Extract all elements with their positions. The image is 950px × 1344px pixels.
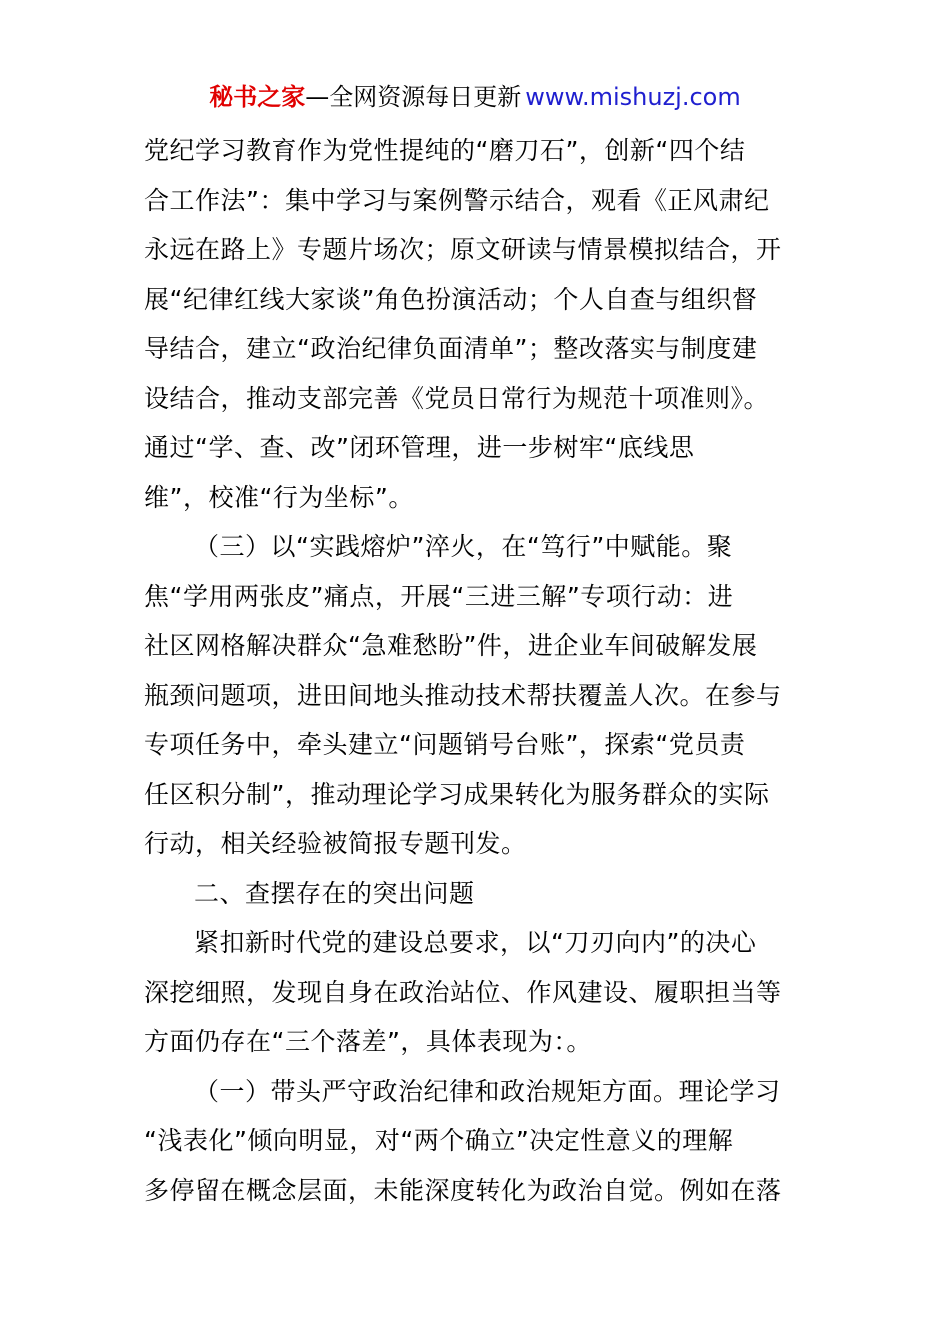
section-heading-2: 二、查摆存在的突出问题 (194, 878, 475, 908)
paragraph-line: 维”，校准“行为坐标”。 (144, 482, 414, 512)
section-heading-3: （三）以“实践熔炉”淬火，在“笃行”中赋能。聚 (194, 532, 733, 561)
subsection-heading-1: （一）带头严守政治纪律和政治规矩方面。理论学习 (194, 1076, 781, 1106)
site-url[interactable]: www.mishuzj.com (525, 83, 741, 111)
paragraph-line: 设结合，推动支部完善《党员日常行为规范十项准则》。 (144, 383, 770, 413)
site-tagline: —全网资源每日更新 (305, 83, 522, 111)
paragraph-line: 展“纪律红线大家谈”角色扮演活动；个人自查与组织督 (144, 284, 758, 314)
site-header (0, 80, 950, 114)
paragraph-line: 行动，相关经验被简报专题刊发。 (144, 829, 527, 858)
paragraph-line: 通过“学、查、改”闭环管理，进一步树牢“底线思 (144, 433, 695, 462)
paragraph-line: 合工作法”：集中学习与案例警示结合，观看《正风肃纪 (144, 185, 770, 215)
paragraph-line: 永远在路上》专题片场次；原文研读与情景模拟结合，开 (144, 235, 782, 264)
paragraph-line: 社区网格解决群众“急难愁盼”件，进企业车间破解发展 (144, 631, 758, 660)
paragraph-line: 深挖细照，发现自身在政治站位、作风建设、履职担当等 (144, 977, 782, 1007)
paragraph-line: “浅表化”倾向明显，对“两个确立”决定性意义的理解 (144, 1126, 734, 1155)
paragraph-line: 多停留在概念层面，未能深度转化为政治自觉。例如在落 (144, 1175, 782, 1205)
paragraph-line: 党纪学习教育作为党性提纯的“磨刀石”，创新“四个结 (144, 136, 746, 165)
paragraph-line: 方面仍存在“三个落差”，具体表现为：。 (144, 1027, 592, 1056)
paragraph-line: 焦“学用两张皮”痛点，开展“三进三解”专项行动：进 (144, 581, 734, 611)
document-body (144, 126, 810, 1215)
paragraph-line: 导结合，建立“政治纪律负面清单”；整改落实与制度建 (144, 334, 758, 363)
paragraph-line: 瓶颈问题项，进田间地头推动技术帮扶覆盖人次。在参与 (144, 680, 782, 710)
paragraph-line: 紧扣新时代党的建设总要求，以“刀刃向内”的决心 (194, 928, 757, 957)
paragraph-line: 专项任务中，牵头建立“问题销号台账”，探索“党员责 (144, 730, 746, 759)
site-brand: 秘书之家 (209, 83, 306, 111)
paragraph-line: 任区积分制”，推动理论学习成果转化为服务群众的实际 (144, 779, 770, 809)
